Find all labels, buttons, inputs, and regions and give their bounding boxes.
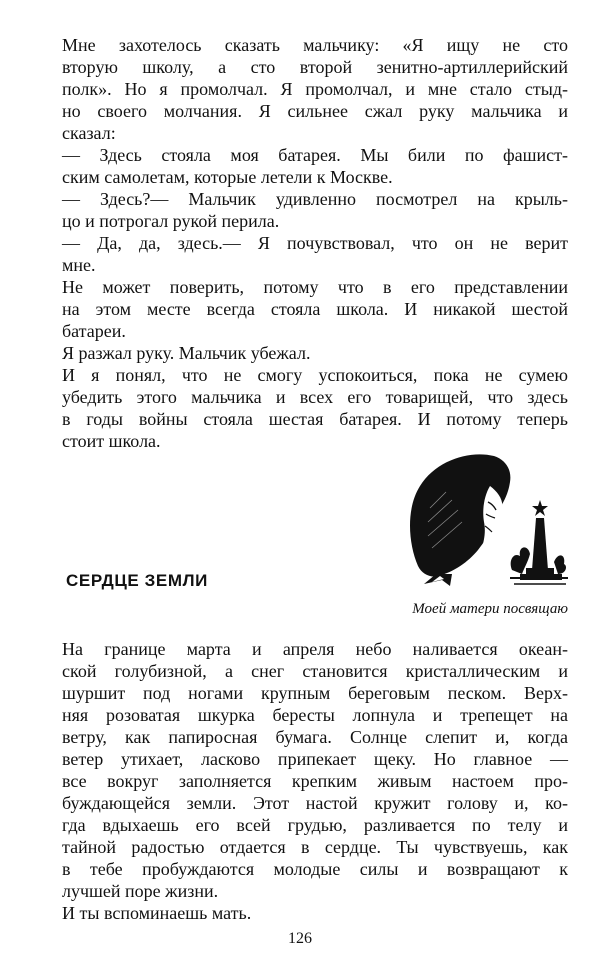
text-line: полк». Но я промолчал. Я промолчал, и мне стало стыд- <box>62 79 568 99</box>
text-line: На границе марта и апреля небо наливается океан- <box>62 639 568 659</box>
text-line: Мне захотелось сказать мальчику: «Я ищу не сто <box>62 35 568 55</box>
text-line: батареи. <box>62 321 126 341</box>
text-line: ветру, как папиросная бумага. Солнце слепит и, когда <box>62 727 568 747</box>
chapter-title: СЕРДЦЕ ЗЕМЛИ <box>66 571 208 590</box>
text-line: ским самолетам, которые летели к Москве. <box>62 167 393 187</box>
page-number: 126 <box>288 930 312 947</box>
text-line: сказал: <box>62 123 116 143</box>
text-line: ветер утихает, ласково припекает щеку. Но главное — <box>62 749 568 769</box>
text-line: И я понял, что не смогу успокоиться, пока не сумею <box>62 365 568 385</box>
chapter-epigraph: Моей матери посвящаю <box>412 601 568 617</box>
text-line: лучшей поре жизни. <box>62 881 219 901</box>
text-line: мне. <box>62 255 96 275</box>
text-line: вторую школу, а сто второй зенитно-артиллерийский <box>62 57 568 77</box>
text-line: И ты вспоминаешь мать. <box>62 903 252 923</box>
mother-silhouette-illustration <box>398 448 570 588</box>
text-line: — Здесь?— Мальчик удивленно посмотрел на крыль- <box>62 189 568 209</box>
text-line: тайной радостью отдается в сердце. Ты чувствуешь, как <box>62 837 568 857</box>
text-line: цо и потрогал рукой перила. <box>62 211 280 231</box>
text-line: все вокруг заполняется крепким живым настоем про- <box>62 771 568 791</box>
text-line: — Здесь стояла моя батарея. Мы били по фашист- <box>62 145 568 165</box>
text-line: — Да, да, здесь.— Я почувствовал, что он не верит <box>62 233 568 253</box>
text-line: Я разжал руку. Мальчик убежал. <box>62 343 311 363</box>
text-line: на этом месте всегда стояла школа. И никакой шестой <box>62 299 568 319</box>
text-line: но своего молчания. Я сильнее сжал руку мальчика и <box>62 101 568 121</box>
text-line: в тебе пробуждаются молодые силы и возвращают к <box>62 859 568 879</box>
text-line: шуршит под ногами крупным береговым песком. Верх- <box>62 683 568 703</box>
text-line: в годы войны стояла шестая батарея. И потому теперь <box>62 409 568 429</box>
text-line: няя розоватая шкурка бересты лопнула и трепещет на <box>62 705 568 725</box>
text-line: стоит школа. <box>62 431 161 451</box>
text-line: Не может поверить, потому что в его представлении <box>62 277 568 297</box>
text-line: буждающейся земли. Этот настой кружит голову и, ко- <box>62 793 568 813</box>
text-line: гда вдыхаешь его всей грудью, разливается по телу и <box>62 815 568 835</box>
text-line: убедить этого мальчика и всех его товарищей, что здесь <box>62 387 568 407</box>
text-line: ской голубизной, а снег становится кристаллическим и <box>62 661 568 681</box>
